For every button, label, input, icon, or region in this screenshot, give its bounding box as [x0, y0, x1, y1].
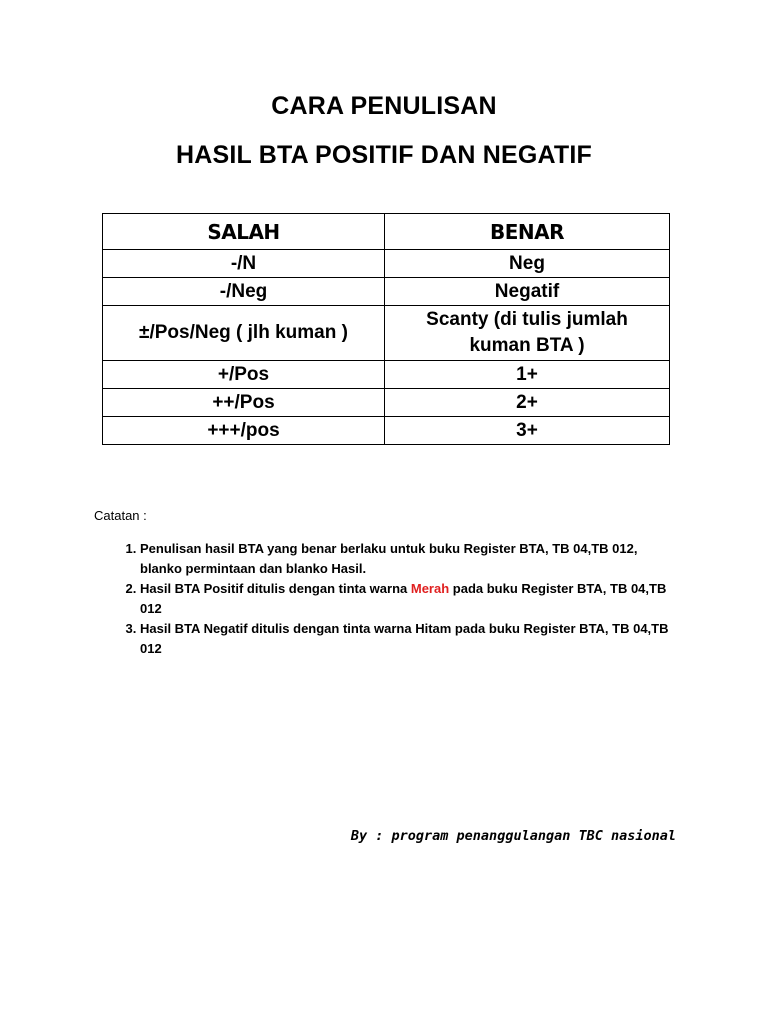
column-header-benar: BENAR [385, 214, 670, 250]
cell-salah: ++/Pos [103, 389, 385, 417]
cell-benar: 1+ [385, 361, 670, 389]
cell-benar: 3+ [385, 417, 670, 445]
table-row [103, 306, 670, 361]
note-text: Hasil BTA Negatif ditulis dengan tinta warna Hitam pada buku Register BTA, TB 04,TB 012 [140, 621, 669, 656]
cell-benar: Negatif [385, 278, 670, 306]
note-text-before: Hasil BTA Positif ditulis dengan tinta warna [140, 581, 411, 596]
table-row [103, 250, 670, 278]
list-item [140, 579, 674, 619]
note-text: Penulisan hasil BTA yang benar berlaku untuk buku Register BTA, TB 04,TB 012, blanko permintaan dan blanko Hasil. [140, 541, 638, 576]
table-header-row [103, 214, 670, 250]
cell-benar: Neg [385, 250, 670, 278]
table-row [103, 361, 670, 389]
results-table [102, 213, 670, 445]
table-row [103, 417, 670, 445]
cell-salah: +++/pos [103, 417, 385, 445]
cell-salah: ±/Pos/Neg ( jlh kuman ) [103, 306, 385, 361]
cell-benar: 2+ [385, 389, 670, 417]
table-row [103, 389, 670, 417]
cell-benar: Scanty (di tulis jumlah kuman BTA ) [385, 306, 670, 361]
notes-list [94, 539, 674, 659]
note-text-after: pada buku Register BTA, TB 04,TB 012 [140, 581, 667, 616]
page-subtitle: HASIL BTA POSITIF DAN NEGATIF [176, 141, 592, 169]
list-item [140, 619, 674, 659]
cell-salah: +/Pos [103, 361, 385, 389]
note-highlight-merah: Merah [410, 581, 450, 596]
list-item [140, 539, 674, 579]
column-header-salah: SALAH [103, 214, 385, 250]
cell-salah: -/Neg [103, 278, 385, 306]
table-row [103, 278, 670, 306]
cell-salah: -/N [103, 250, 385, 278]
byline: By : program penanggulangan TBC nasional [350, 828, 676, 844]
page-title: CARA PENULISAN [271, 92, 497, 120]
notes-label: Catatan : [94, 508, 147, 523]
